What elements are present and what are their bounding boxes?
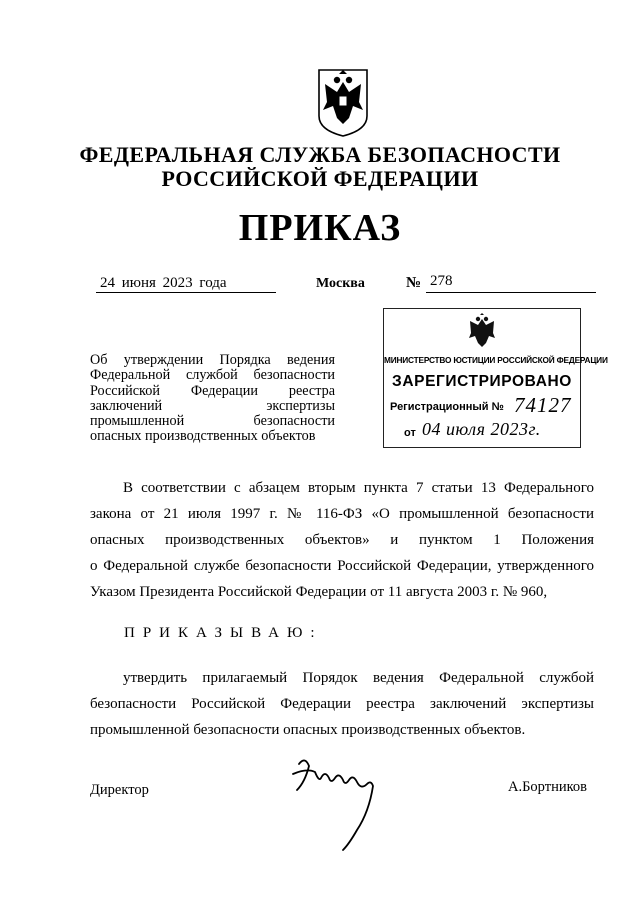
- subject-line: промышленной безопасности: [90, 413, 335, 430]
- organization-name-line-2: РОССИЙСКОЙ ФЕДЕРАЦИИ: [161, 166, 479, 191]
- order-date: 24 июня 2023 года: [96, 275, 276, 293]
- document-type-title: ПРИКАЗ: [238, 207, 402, 249]
- decree-line: промышленной безопасности опасных производственных объектов.: [90, 722, 526, 738]
- signatory-position: Директор: [90, 782, 149, 798]
- preamble-line: Указом Президента Российской Федерации от 11 августа 2003 г. № 960,: [90, 584, 548, 600]
- stamp-registered-label: ЗАРЕГИСТРИРОВАНО: [392, 373, 572, 390]
- order-city: Москва: [316, 276, 365, 291]
- preamble-line: закона от 21 июля 1997 г. № 116-ФЗ «О промышленной безопасности: [90, 506, 594, 522]
- stamp-emblem-icon: [465, 313, 499, 353]
- stamp-reg-number-label: Регистрационный №: [390, 401, 504, 413]
- preamble-line: о Федеральной службе безопасности Российской Федерации, утвержденного: [90, 558, 594, 574]
- subject-line: Об утверждении Порядка ведения: [90, 352, 335, 368]
- handwritten-signature: [285, 752, 385, 857]
- subject-line: Федеральной службой безопасности: [90, 367, 335, 384]
- order-word: ПРИКАЗЫВАЮ:: [124, 625, 323, 641]
- order-number-value: 278: [430, 273, 453, 289]
- stamp-reg-number: 74127: [514, 393, 572, 417]
- preamble-paragraph: [90, 475, 594, 605]
- order-number: [426, 273, 596, 293]
- organization-name-line-1: ФЕДЕРАЛЬНАЯ СЛУЖБА БЕЗОПАСНОСТИ: [79, 142, 561, 167]
- signatory-name: А.Бортников: [508, 779, 587, 795]
- subject-line: опасных производственных объектов: [90, 428, 316, 445]
- stamp-date-value: 04 июля 2023г.: [422, 419, 541, 439]
- preamble-line: опасных производственных объектов» и пунктом 1 Положения: [90, 532, 594, 548]
- order-number-label: №: [406, 275, 422, 291]
- subject-line: заключений экспертизы: [90, 397, 335, 414]
- stamp-date-label: от: [404, 427, 416, 439]
- coat-of-arms-emblem: [315, 66, 371, 138]
- decree-line: безопасности Российской Федерации реестра заключений экспертизы: [90, 696, 594, 712]
- subject-line: Российской Федерации реестра: [90, 382, 335, 399]
- registration-stamp: [383, 308, 608, 448]
- decree-paragraph: [90, 665, 594, 743]
- order-subject: [90, 353, 335, 445]
- preamble-line: В соответствии с абзацем вторым пункта 7 статьи 13 Федерального: [123, 480, 594, 496]
- stamp-ministry-name: МИНИСТЕРСТВО ЮСТИЦИИ РОССИЙСКОЙ ФЕДЕРАЦИИ: [384, 355, 608, 365]
- decree-line: утвердить прилагаемый Порядок ведения Федеральной службой: [123, 670, 594, 686]
